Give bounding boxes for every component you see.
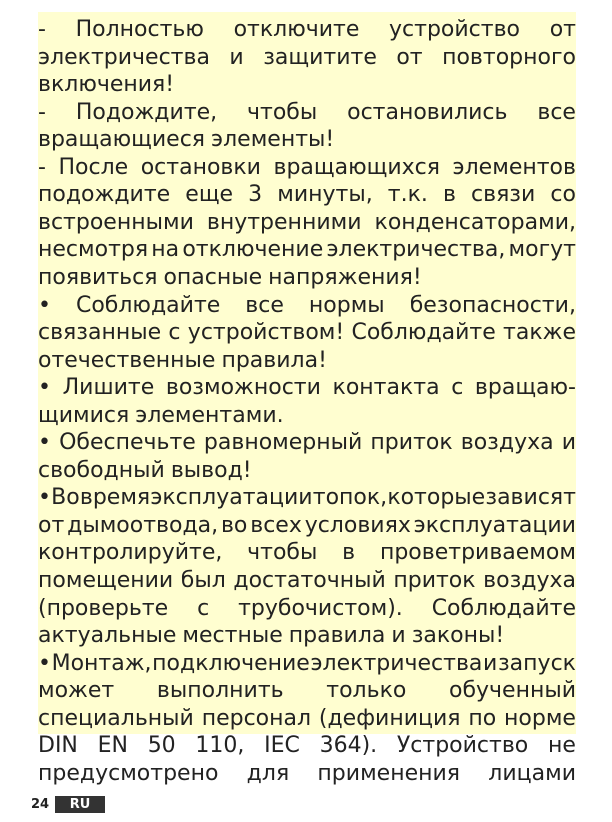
word: устройством!	[187, 320, 345, 346]
word: 50	[147, 733, 176, 759]
word: применения	[317, 760, 461, 786]
text-line	[38, 236, 576, 264]
word: всех	[250, 512, 302, 538]
word: •	[38, 485, 51, 511]
word: актуальные	[38, 623, 177, 649]
word: лицами	[488, 760, 576, 786]
word: чтобы	[247, 99, 318, 125]
word: возможности	[165, 375, 321, 401]
page-number: 24	[31, 797, 50, 812]
word: запуск	[497, 650, 576, 676]
text-line	[38, 429, 576, 457]
word: приток	[393, 568, 476, 593]
text-line	[38, 402, 576, 430]
word: проветриваемом	[379, 540, 576, 566]
word: от	[549, 17, 576, 42]
word: вращаю-	[474, 375, 576, 401]
word: которые	[387, 485, 486, 511]
word: безопасности,	[409, 292, 576, 318]
word: от	[396, 44, 423, 70]
word: т.к.	[387, 182, 428, 208]
text-line	[38, 622, 576, 650]
word: элементов	[452, 154, 576, 180]
word: электричества	[310, 650, 483, 676]
word: -	[38, 154, 46, 180]
word: электричества	[38, 44, 210, 70]
word: обученный	[448, 678, 576, 704]
word: законы!	[411, 623, 505, 649]
text-line	[38, 760, 576, 788]
word: воздуха	[460, 430, 554, 456]
word: зависят	[485, 485, 576, 511]
word: остановились	[347, 99, 508, 125]
word: •	[38, 430, 51, 456]
text-line	[38, 567, 576, 595]
word: 3	[248, 182, 263, 208]
text-line	[38, 732, 576, 760]
text-line	[38, 264, 576, 292]
word: все	[537, 99, 576, 125]
word: связанные	[38, 320, 162, 346]
text-line	[38, 16, 576, 44]
word: После	[58, 154, 129, 180]
word: Во	[51, 485, 80, 511]
word: условиях	[304, 512, 411, 538]
text-line	[38, 347, 576, 375]
word: Подождите,	[75, 99, 218, 125]
word: Лишите	[62, 375, 155, 401]
word: вращающиеся	[38, 127, 206, 153]
word: правила	[288, 623, 386, 649]
word: для	[246, 760, 290, 786]
word: Соблюдайте	[351, 320, 496, 346]
word: минуты,	[277, 182, 373, 208]
word: повторного	[442, 44, 576, 70]
text-line	[38, 595, 576, 623]
word: •	[38, 375, 51, 401]
word: и	[483, 650, 498, 676]
word: может	[38, 678, 115, 704]
word: включения!	[38, 72, 175, 98]
text-line	[38, 484, 576, 512]
word: время	[79, 485, 151, 511]
word: персонал	[201, 705, 312, 731]
word: появиться	[38, 264, 158, 290]
word: с	[168, 320, 181, 346]
word: и	[391, 623, 406, 649]
word: дымоотвода,	[67, 512, 219, 538]
text-line	[38, 44, 576, 72]
text-line	[38, 292, 576, 320]
word: Обеспечьте	[59, 430, 196, 456]
text-line	[38, 209, 576, 237]
word: щимися	[38, 402, 130, 428]
word: топок,	[312, 485, 388, 511]
text-line	[38, 650, 576, 678]
word: со	[550, 182, 576, 208]
word: опасные	[163, 264, 263, 290]
word: Соблюдайте	[431, 595, 576, 621]
word: вывод!	[170, 457, 252, 483]
word: устройство	[389, 17, 521, 42]
word: равномерный	[203, 430, 363, 456]
word: защитите	[263, 44, 377, 70]
word: трубочистом).	[238, 595, 403, 621]
word: правила!	[221, 347, 327, 373]
word: эксплуатации	[150, 485, 313, 511]
word: напряжения!	[268, 264, 422, 290]
word: элементами.	[135, 402, 284, 428]
text-line	[38, 319, 576, 347]
word: элементы!	[211, 127, 335, 153]
word: Монтаж,	[51, 650, 152, 676]
word: остановки	[140, 154, 261, 180]
word: электричества,	[326, 237, 506, 263]
text-line	[38, 126, 576, 154]
word: могут	[508, 237, 576, 263]
text-line	[38, 539, 576, 567]
word: воздуха	[483, 568, 576, 593]
word: в	[342, 540, 356, 566]
text-line	[38, 457, 576, 485]
word: во	[220, 512, 248, 538]
text-line	[38, 374, 576, 402]
word: чтобы	[247, 540, 318, 566]
text-line	[38, 677, 576, 705]
word: также	[503, 320, 576, 346]
word: (проверьте	[38, 595, 169, 621]
word: выполнить	[156, 678, 284, 704]
word: специальный	[38, 705, 194, 731]
word: несмотря	[38, 237, 149, 263]
text-line	[38, 181, 576, 209]
word: •	[38, 292, 51, 318]
word: отключите	[233, 17, 360, 42]
word: EN	[97, 733, 128, 759]
word: все	[245, 292, 284, 318]
word: с	[451, 375, 464, 401]
language-badge: RU	[55, 796, 105, 813]
word: подождите	[38, 182, 171, 208]
word: был	[180, 568, 226, 593]
word: и	[561, 430, 576, 456]
word: конденсаторами,	[374, 209, 576, 235]
word: подключение	[152, 650, 310, 676]
word: IEC	[264, 733, 300, 759]
word: (дефиниция	[318, 705, 461, 731]
text-line	[38, 71, 576, 99]
word: Соблюдайте	[75, 292, 221, 318]
word: только	[326, 678, 407, 704]
word: -	[38, 99, 46, 125]
word: местные	[182, 623, 283, 649]
text-line	[38, 512, 576, 540]
word: норме	[504, 705, 576, 731]
word: и	[229, 44, 244, 70]
word: Устройство	[396, 733, 529, 759]
word: по	[468, 705, 497, 731]
text-line	[38, 154, 576, 182]
word: не	[547, 733, 576, 759]
word: достаточный	[233, 568, 386, 593]
word: с	[197, 595, 210, 621]
word: 110,	[195, 733, 245, 759]
text-line	[38, 705, 576, 733]
word: Полностью	[75, 17, 204, 42]
word: отечественные	[38, 347, 216, 373]
word: связи	[471, 182, 536, 208]
word: свободный	[38, 457, 165, 483]
word: от	[38, 512, 65, 538]
word: в	[442, 182, 456, 208]
word: •	[38, 650, 51, 676]
word: приток	[370, 430, 453, 456]
word: 364).	[319, 733, 378, 759]
word: контакта	[332, 375, 440, 401]
word: DIN	[38, 733, 78, 759]
word: на	[151, 237, 180, 263]
word: внутренними	[206, 209, 362, 235]
word: помещении	[38, 568, 174, 593]
word: -	[38, 17, 46, 42]
word: контролируйте,	[38, 540, 223, 566]
word: встроенными	[38, 209, 194, 235]
word: предусмотрено	[38, 760, 219, 786]
word: нормы	[308, 292, 385, 318]
word: еще	[185, 182, 234, 208]
text-line	[38, 99, 576, 127]
word: вращающихся	[273, 154, 441, 180]
word: эксплуатации	[413, 512, 576, 538]
word: отключение	[182, 237, 324, 263]
